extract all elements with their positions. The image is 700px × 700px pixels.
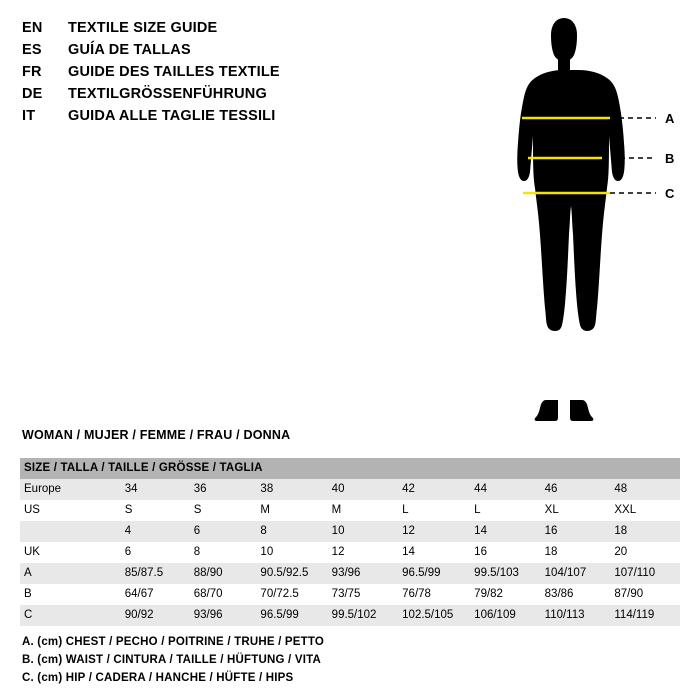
- cell: 104/107: [541, 563, 611, 584]
- cell: 68/70: [190, 584, 257, 605]
- cell: 18: [610, 521, 680, 542]
- table-header-label: SIZE / TALLA / TAILLE / GRÖSSE / TAGLIA: [20, 458, 680, 479]
- cell: XL: [541, 500, 611, 521]
- cell: 12: [398, 521, 470, 542]
- size-table: [20, 458, 680, 626]
- cell: 6: [121, 542, 190, 563]
- body-figure: [460, 8, 690, 438]
- table-row: [20, 584, 680, 605]
- cell: 42: [398, 479, 470, 500]
- row-label: B: [20, 584, 121, 605]
- table-row: [20, 605, 680, 626]
- cell: 70/72.5: [256, 584, 327, 605]
- section-heading: WOMAN / MUJER / FEMME / FRAU / DONNA: [22, 428, 291, 442]
- cell: 8: [256, 521, 327, 542]
- cell: 96.5/99: [256, 605, 327, 626]
- cell: S: [190, 500, 257, 521]
- cell: M: [328, 500, 398, 521]
- lang-code-es: ES: [22, 42, 42, 58]
- cell: 64/67: [121, 584, 190, 605]
- cell: L: [398, 500, 470, 521]
- row-label: Europe: [20, 479, 121, 500]
- cell: 102.5/105: [398, 605, 470, 626]
- cell: 99.5/102: [328, 605, 398, 626]
- row-label: C: [20, 605, 121, 626]
- cell: S: [121, 500, 190, 521]
- cell: 36: [190, 479, 257, 500]
- title-row-en: [22, 20, 442, 39]
- cell: XXL: [610, 500, 680, 521]
- title-row-it: [22, 108, 442, 127]
- title-row-de: [22, 86, 442, 105]
- cell: 4: [121, 521, 190, 542]
- cell: 14: [470, 521, 540, 542]
- row-label: US: [20, 500, 121, 521]
- lang-code-en: EN: [22, 20, 43, 36]
- cell: 10: [328, 521, 398, 542]
- cell: 90.5/92.5: [256, 563, 327, 584]
- cell: 73/75: [328, 584, 398, 605]
- cell: 99.5/103: [470, 563, 540, 584]
- cell: 46: [541, 479, 611, 500]
- cell: 10: [256, 542, 327, 563]
- cell: 14: [398, 542, 470, 563]
- marker-label-a: A: [665, 111, 675, 126]
- cell: 20: [610, 542, 680, 563]
- cell: 44: [470, 479, 540, 500]
- cell: 106/109: [470, 605, 540, 626]
- marker-label-c: C: [665, 186, 675, 201]
- cell: 16: [470, 542, 540, 563]
- cell: 93/96: [328, 563, 398, 584]
- legend-hip: C. (cm) HIP / CADERA / HANCHE / HÜFTE / HIPS: [22, 672, 294, 684]
- cell: 83/86: [541, 584, 611, 605]
- row-label: A: [20, 563, 121, 584]
- table-row: [20, 479, 680, 500]
- cell: L: [470, 500, 540, 521]
- cell: 85/87.5: [121, 563, 190, 584]
- cell: 107/110: [610, 563, 680, 584]
- cell: 16: [541, 521, 611, 542]
- title-text-en: TEXTILE SIZE GUIDE: [68, 20, 218, 36]
- cell: 93/96: [190, 605, 257, 626]
- marker-label-b: B: [665, 151, 675, 166]
- cell: 48: [610, 479, 680, 500]
- measurement-legend: [22, 636, 682, 690]
- cell: 12: [328, 542, 398, 563]
- table-header-row: [20, 458, 680, 479]
- title-text-fr: GUIDE DES TAILLES TEXTILE: [68, 64, 280, 80]
- cell: 40: [328, 479, 398, 500]
- cell: 76/78: [398, 584, 470, 605]
- title-row-es: [22, 42, 442, 61]
- title-row-fr: [22, 64, 442, 83]
- cell: 18: [541, 542, 611, 563]
- cell: 8: [190, 542, 257, 563]
- lang-code-fr: FR: [22, 64, 42, 80]
- cell: 87/90: [610, 584, 680, 605]
- cell: 90/92: [121, 605, 190, 626]
- legend-waist: B. (cm) WAIST / CINTURA / TAILLE / HÜFTUNG / VITA: [22, 654, 321, 666]
- title-text-es: GUÍA DE TALLAS: [68, 42, 191, 58]
- table-row: [20, 500, 680, 521]
- language-titles: [22, 20, 442, 130]
- cell: 88/90: [190, 563, 257, 584]
- lang-code-it: IT: [22, 108, 36, 124]
- cell: 79/82: [470, 584, 540, 605]
- cell: 34: [121, 479, 190, 500]
- cell: 110/113: [541, 605, 611, 626]
- title-text-de: TEXTILGRÖSSENFÜHRUNG: [68, 86, 267, 102]
- cell: M: [256, 500, 327, 521]
- cell: 114/119: [610, 605, 680, 626]
- row-label: UK: [20, 542, 121, 563]
- cell: 38: [256, 479, 327, 500]
- table-row: [20, 542, 680, 563]
- row-label: [20, 521, 121, 542]
- table-row: [20, 521, 680, 542]
- cell: 6: [190, 521, 257, 542]
- lang-code-de: DE: [22, 86, 43, 102]
- title-text-it: GUIDA ALLE TAGLIE TESSILI: [68, 108, 276, 124]
- legend-chest: A. (cm) CHEST / PECHO / POITRINE / TRUHE / PETTO: [22, 636, 325, 648]
- table-row: [20, 563, 680, 584]
- female-body-silhouette: [517, 18, 625, 421]
- cell: 96.5/99: [398, 563, 470, 584]
